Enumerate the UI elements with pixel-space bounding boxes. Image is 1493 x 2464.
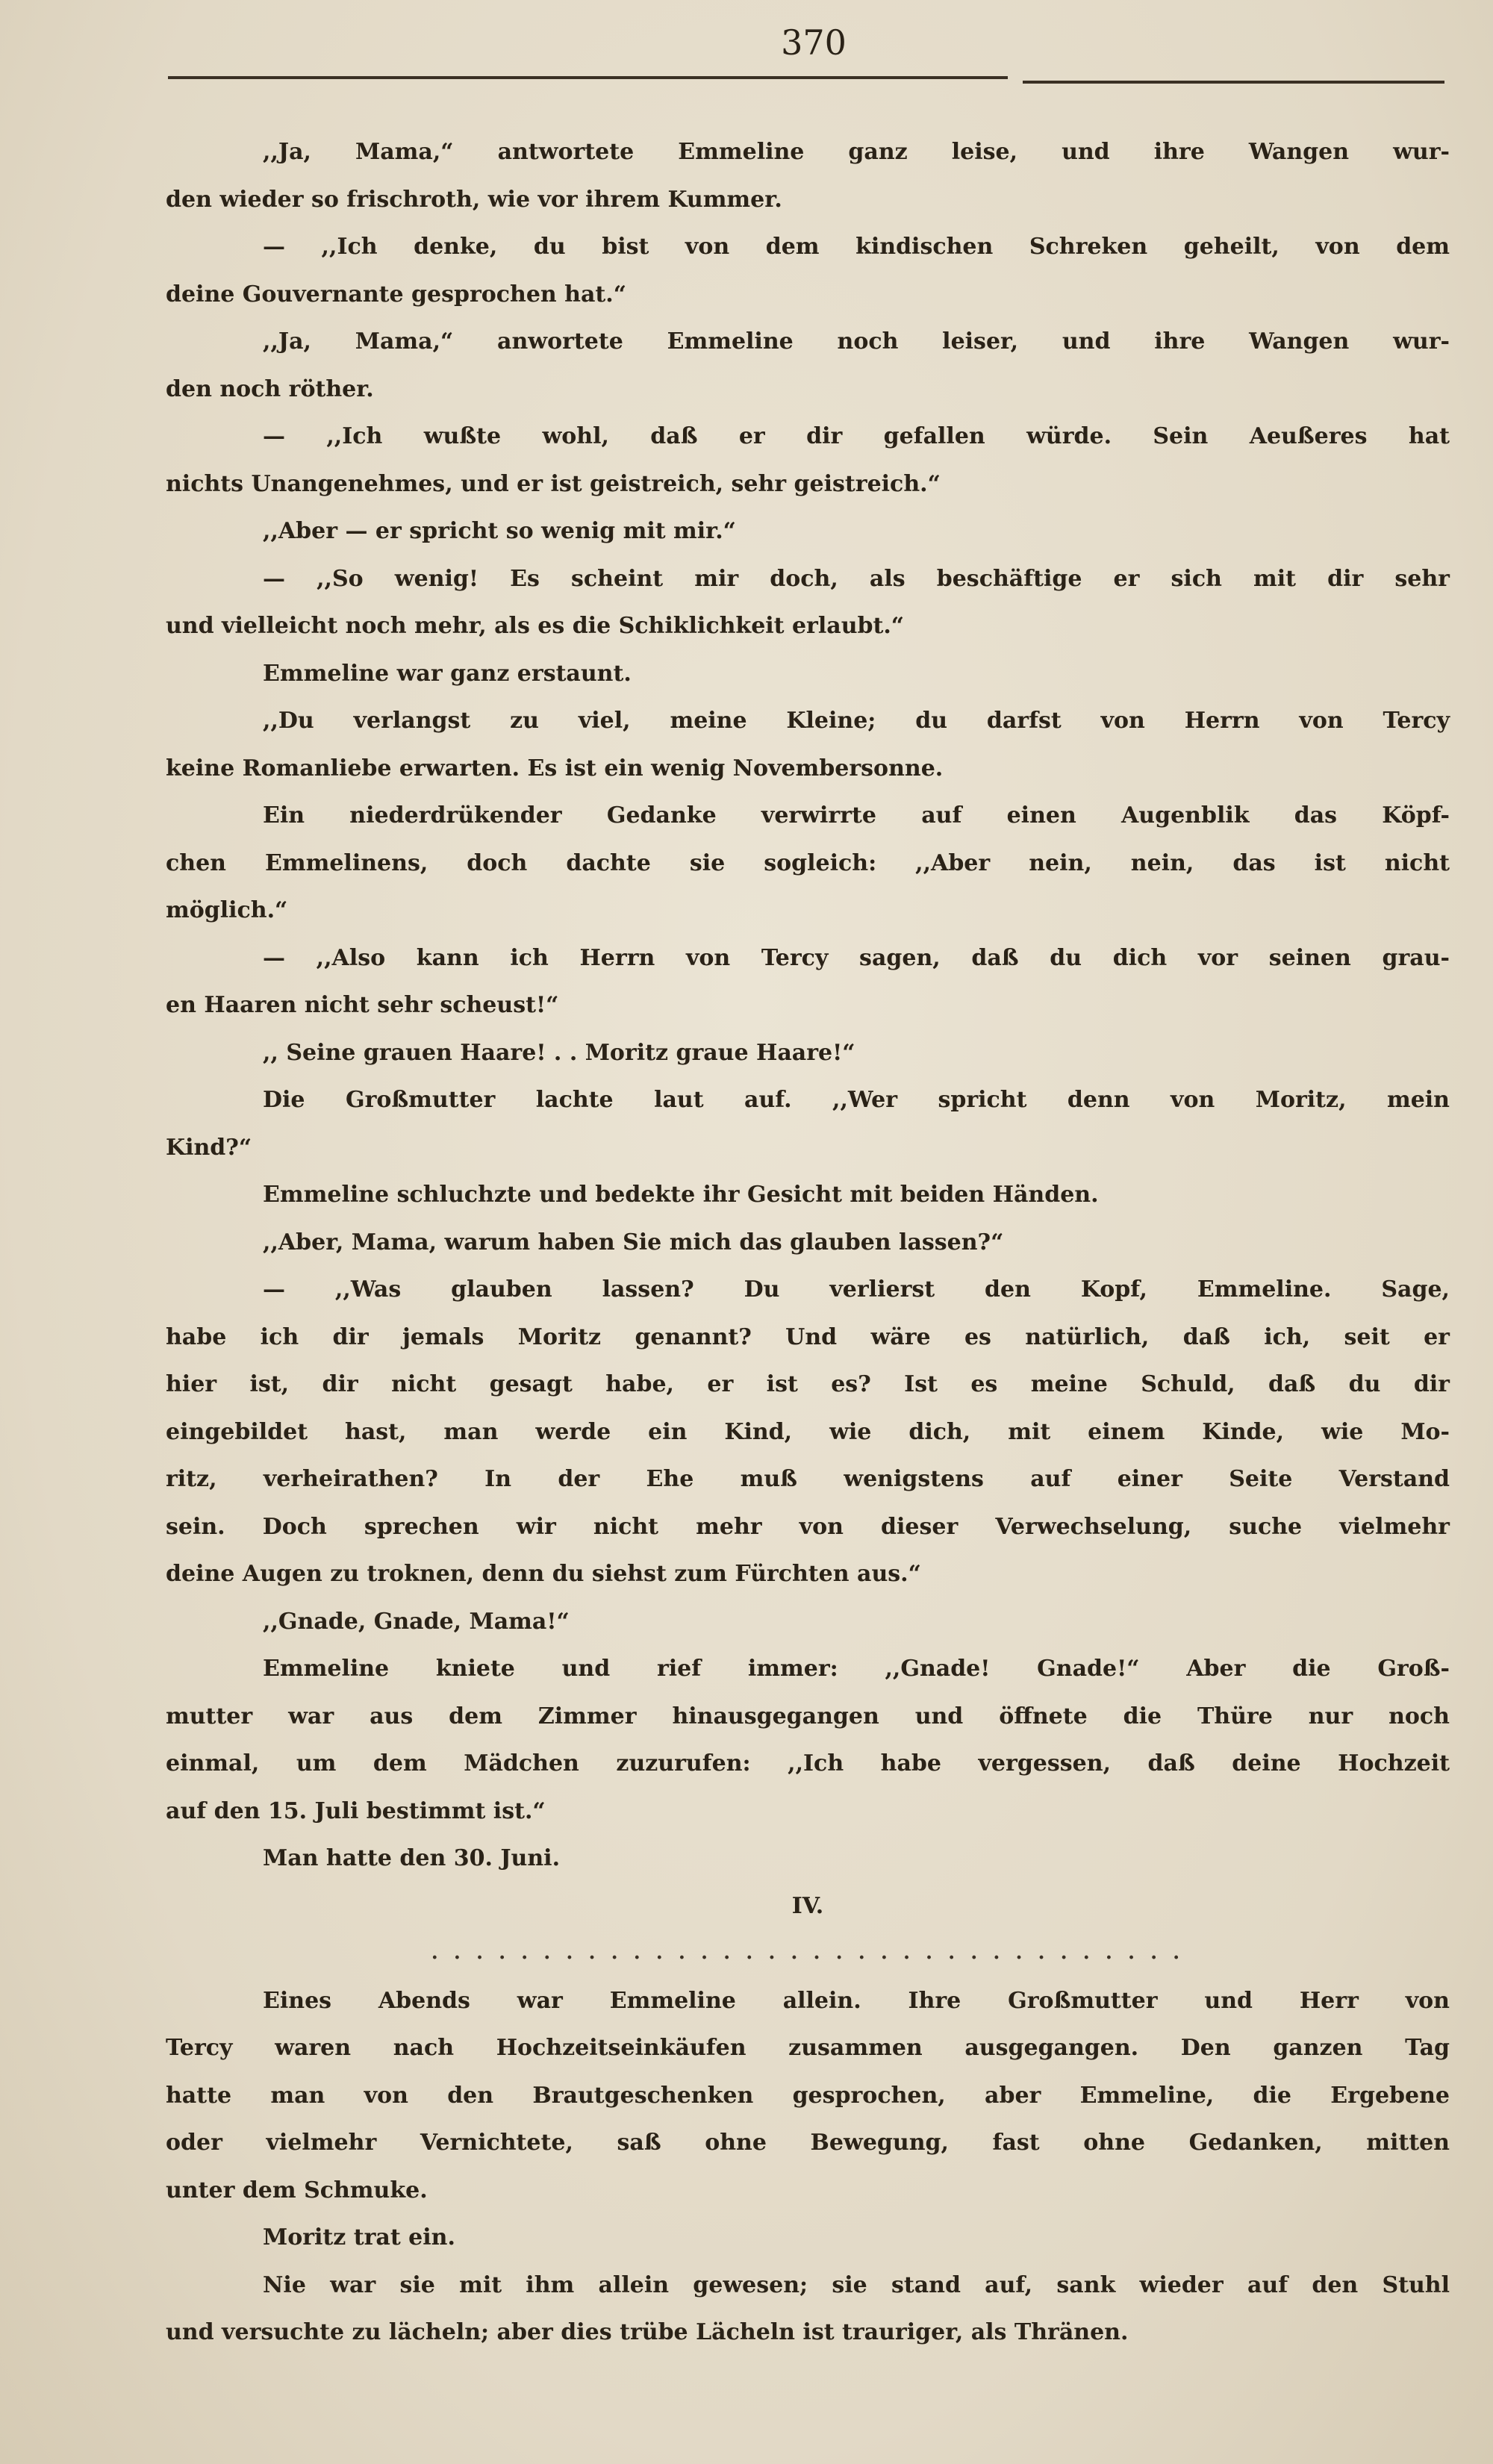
text-line: — ,,Ich denke, du bist von dem kindischen Schreken geheilt, von dem (263, 234, 1450, 260)
section-separator: . . . . . . . . . . . . . . . . . . . . . . . . . . . . . . . . . . (431, 1941, 1185, 1964)
text-line: Ein niederdrükender Gedanke verwirrte auf einen Augenblik das Köpf- (263, 802, 1450, 829)
text-line: deine Augen zu troknen, denn du siehst zum Fürchten aus.“ (166, 1561, 921, 1587)
text-line: Emmeline kniete und rief immer: ,,Gnade! Gnade!“ Aber die Groß- (263, 1656, 1450, 1682)
page-number: 370 (781, 22, 847, 63)
text-line: chen Emmelinens, doch dachte sie sogleich: ,,Aber nein, nein, das ist nicht (166, 849, 1450, 876)
text-line: und vielleicht noch mehr, als es die Schiklichkeit erlaubt.“ (166, 613, 905, 639)
text-line: Tercy waren nach Hochzeitseinkäufen zusammen ausgegangen. Den ganzen Tag (166, 2035, 1450, 2061)
text-line: Emmeline war ganz erstaunt. (263, 660, 632, 687)
text-line: den wieder so frischroth, wie vor ihrem Kummer. (166, 186, 782, 213)
text-line: — ,,So wenig! Es scheint mir doch, als beschäftige er sich mit dir sehr (263, 565, 1450, 592)
text-line: einmal, um dem Mädchen zuzurufen: ,,Ich habe vergessen, daß deine Hochzeit (166, 1750, 1450, 1777)
text-line: — ,,Ich wußte wohl, daß er dir gefallen würde. Sein Aeußeres hat (263, 423, 1450, 449)
text-line: ,,Gnade, Gnade, Mama!“ (263, 1608, 570, 1635)
text-line: keine Romanliebe erwarten. Es ist ein wenig Novembersonne. (166, 755, 944, 782)
text-line: ,,Du verlangst zu viel, meine Kleine; du darfst von Herrn von Tercy (263, 708, 1450, 734)
text-line: Man hatte den 30. Juni. (263, 1845, 561, 1871)
text-line: hatte man von den Brautgeschenken gesprochen, aber Emmeline, die Ergebene (166, 2082, 1450, 2109)
text-line: ,,Ja, Mama,“ antwortete Emmeline ganz leise, und ihre Wangen wur- (263, 139, 1450, 165)
text-line: unter dem Schmuke. (166, 2177, 428, 2203)
section-heading: IV. (791, 1892, 824, 1919)
text-line: ,,Ja, Mama,“ anwortete Emmeline noch leiser, und ihre Wangen wur- (263, 328, 1450, 355)
body-text (166, 128, 1450, 2357)
text-line: ,,Aber — er spricht so wenig mit mir.“ (263, 518, 736, 544)
text-line: Emmeline schluchzte und bedekte ihr Gesicht mit beiden Händen. (263, 1182, 1099, 1208)
text-line: ,, Seine grauen Haare! . . Moritz graue Haare!“ (263, 1039, 855, 1066)
text-line: auf den 15. Juli bestimmt ist.“ (166, 1797, 546, 1824)
text-line: mutter war aus dem Zimmer hinausgegangen und öffnete die Thüre nur noch (166, 1703, 1450, 1730)
text-line: en Haaren nicht sehr scheust!“ (166, 992, 559, 1018)
text-line: den noch röther. (166, 375, 374, 402)
text-line: habe ich dir jemals Moritz genannt? Und wäre es natürlich, daß ich, seit er (166, 1323, 1450, 1350)
text-line: möglich.“ (166, 897, 288, 923)
text-line: hier ist, dir nicht gesagt habe, er ist es? Ist es meine Schuld, daß du dir (166, 1371, 1450, 1397)
text-line: oder vielmehr Vernichtete, saß ohne Bewegung, fast ohne Gedanken, mitten (166, 2130, 1450, 2156)
text-line: eingebildet hast, man werde ein Kind, wie dich, mit einem Kinde, wie Mo- (166, 1418, 1450, 1445)
text-line: — ,,Also kann ich Herrn von Tercy sagen, daß du dich vor seinen grau- (263, 944, 1450, 971)
text-line: Moritz trat ein. (263, 2224, 455, 2251)
text-line: sein. Doch sprechen wir nicht mehr von dieser Verwechselung, suche vielmehr (166, 1513, 1450, 1540)
text-line: nichts Unangenehmes, und er ist geistreich, sehr geistreich.“ (166, 470, 941, 497)
text-line: ritz, verheirathen? In der Ehe muß wenigstens auf einer Seite Verstand (166, 1466, 1450, 1492)
text-line: — ,,Was glauben lassen? Du verlierst den Kopf, Emmeline. Sage, (263, 1276, 1450, 1303)
header-rule (1023, 81, 1444, 84)
text-line: Nie war sie mit ihm allein gewesen; sie stand auf, sank wieder auf den Stuhl (263, 2271, 1450, 2298)
header-rule (168, 76, 1008, 79)
text-line: Eines Abends war Emmeline allein. Ihre Großmutter und Herr von (263, 1987, 1450, 2014)
text-line: ,,Aber, Mama, warum haben Sie mich das glauben lassen?“ (263, 1229, 1004, 1256)
text-line: Die Großmutter lachte laut auf. ,,Wer spricht denn von Moritz, mein (263, 1087, 1450, 1113)
text-line: deine Gouvernante gesprochen hat.“ (166, 281, 626, 308)
text-line: Kind?“ (166, 1134, 252, 1161)
text-line: und versuchte zu lächeln; aber dies trübe Lächeln ist trauriger, als Thränen. (166, 2319, 1129, 2345)
